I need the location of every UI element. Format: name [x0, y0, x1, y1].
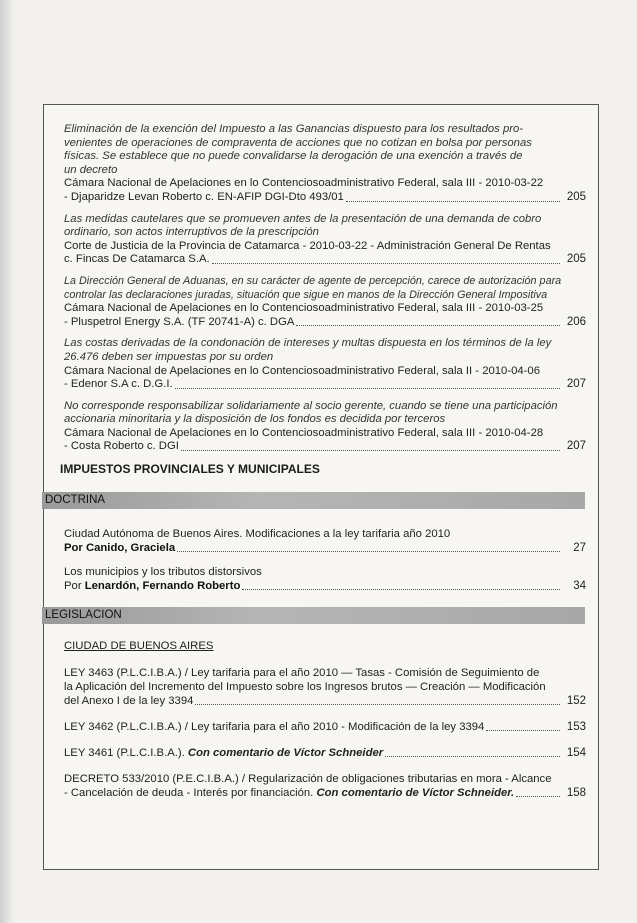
entry-parties: - Edenor S.A c. D.G.I.	[64, 378, 173, 391]
entry-title	[64, 213, 586, 240]
page-number: 158	[566, 787, 586, 800]
entry-source: Corte de Justicia de la Provincia de Catamarca - 2010-03-22 - Administración General De Rentas	[64, 239, 551, 252]
title-line: Eliminación de la exención del Impuesto a las Ganancias dispuesto para los resultados pro-	[64, 123, 524, 135]
leader-dots	[177, 551, 560, 552]
legislacion-item	[64, 746, 586, 760]
jurisdiction-subhead: CIUDAD DE BUENOS AIRES	[64, 640, 214, 653]
leader-dots	[195, 704, 560, 705]
legislacion-last-text: del Anexo I de la ley 3394	[64, 695, 194, 708]
legislacion-last-line	[64, 694, 586, 708]
legislacion-last-text	[64, 786, 514, 800]
entry-source: Cámara Nacional de Apelaciones en lo Contenciosoadministrativo Federal, sala III - 2010-03-25	[64, 302, 544, 315]
title-line: Las costas derivadas de la condonación de intereses y multas dispuesta en los términos de la ley	[64, 337, 552, 350]
law-reference: LEY 3461 (P.L.C.I.B.A.).	[64, 747, 188, 760]
legislacion-last-line	[64, 720, 586, 734]
doctrina-item	[64, 527, 586, 555]
title-line: ordinario, son actos interruptivos de la prescripción	[64, 226, 319, 239]
commentary-note: Con comentario de Víctor Schneider	[187, 747, 384, 760]
index-entry	[64, 400, 586, 454]
page-number: 153	[566, 721, 586, 734]
leader-dots	[346, 201, 560, 202]
entry-parties: - Pluspetrol Energy S.A. (TF 20741-A) c. DGA	[64, 315, 295, 328]
doctrina-author-text	[64, 541, 175, 555]
legislacion-line: DECRETO 533/2010 (P.E.C.I.B.A.) / Regularización de obligaciones tributarias en mora - Alcance	[64, 773, 552, 786]
title-line: físicas. Se establece que no puede convalidarse la derogación de una exención a través de	[64, 150, 523, 163]
commentary-note: Con comentario de Víctor Schneider.	[316, 787, 515, 800]
leader-dots	[385, 756, 560, 757]
legislacion-last-text	[64, 746, 383, 760]
leader-dots	[181, 450, 560, 451]
index-entry	[64, 275, 586, 329]
entry-last-line	[64, 440, 586, 454]
entry-source: Cámara Nacional de Apelaciones en lo Contenciosoadministrativo Federal, sala II - 2010-04-06	[64, 364, 540, 377]
entry-last-line	[64, 316, 586, 330]
title-line: La Dirección General de Aduanas, en su carácter de agente de percepción, carece de autorización para	[64, 274, 562, 287]
doctrina-band: DOCTRINA	[42, 492, 585, 509]
page-number: 27	[573, 542, 586, 555]
doctrina-author-line	[64, 541, 586, 555]
title-line: Las medidas cautelares que se promueven antes de la presentación de una demanda de cobro	[64, 212, 542, 225]
legislacion-item	[64, 772, 586, 800]
page-number: 205	[566, 190, 586, 203]
title-line: 26.476 deben ser impuestas por su orden	[64, 350, 274, 363]
entry-last-line	[64, 378, 586, 392]
page-number: 154	[566, 747, 586, 760]
author-name: Por Canido, Graciela	[64, 542, 176, 555]
leader-dots	[486, 730, 560, 731]
legislacion-last-text: LEY 3462 (P.L.C.I.B.A.) / Ley tarifaria para el año 2010 - Modificación de la ley 3394	[64, 721, 485, 734]
page-number: 207	[566, 378, 586, 391]
title-line: controlar las declaraciones juradas, situación que sigue en manos de la Dirección General Impositiva	[64, 288, 548, 301]
leader-dots	[242, 589, 560, 590]
page-number: 34	[573, 580, 586, 593]
page-number: 207	[566, 440, 586, 453]
legislacion-item	[64, 720, 586, 734]
index-frame	[43, 104, 599, 870]
index-content	[45, 123, 586, 812]
legislacion-item	[64, 666, 586, 708]
entry-title	[64, 275, 586, 302]
entry-title	[64, 123, 586, 177]
entry-title	[64, 400, 586, 427]
title-line: venientes de operaciones de compraventa de acciones que no cotizan en bolsa por personas	[64, 136, 532, 149]
doctrina-item	[64, 565, 586, 593]
title-line: un decreto	[64, 163, 118, 176]
author-prefix: Por	[64, 580, 85, 593]
legislacion-last-line	[64, 786, 586, 800]
leader-dots	[212, 263, 560, 264]
doctrina-author-line	[64, 579, 586, 593]
page-number: 152	[566, 695, 586, 708]
entry-parties: c. Fincas De Catamarca S.A.	[64, 253, 210, 266]
author-name: Lenardón, Fernando Roberto	[84, 580, 241, 593]
entry-parties: - Costa Roberto c. DGI	[64, 440, 179, 453]
title-line: accionaria minoritaria y la disposición de los fondos es decidida por terceros	[64, 413, 446, 426]
legislacion-band: LEGISLACION	[42, 607, 585, 624]
index-entry	[64, 337, 586, 391]
section-heading: IMPUESTOS PROVINCIALES Y MUNICIPALES	[60, 462, 320, 477]
page-number: 205	[566, 253, 586, 266]
entry-title	[64, 337, 586, 364]
legislacion-last-line	[64, 746, 586, 760]
law-reference: - Cancelación de deuda - Interés por financiación.	[64, 787, 317, 800]
leader-dots	[516, 796, 560, 797]
leader-dots	[296, 325, 560, 326]
title-line: No corresponde responsabilizar solidariamente al socio gerente, cuando se tiene una participación	[64, 399, 558, 412]
legislacion-line: LEY 3463 (P.L.C.I.B.A.) / Ley tarifaria para el año 2010 — Tasas - Comisión de Seguimiento de	[64, 667, 540, 680]
entry-last-line	[64, 191, 586, 205]
entry-source: Cámara Nacional de Apelaciones en lo Contenciosoadministrativo Federal, sala III - 2010-04-28	[64, 426, 544, 439]
page-shadow	[0, 0, 14, 923]
entry-parties: - Djaparidze Levan Roberto c. EN-AFIP DGI-Dto 493/01	[64, 190, 344, 203]
entry-source: Cámara Nacional de Apelaciones en lo Contenciosoadministrativo Federal, sala III - 2010-03-22	[64, 177, 544, 190]
entry-last-line	[64, 253, 586, 267]
leader-dots	[175, 388, 560, 389]
doctrina-title: Ciudad Autónoma de Buenos Aires. Modificaciones a la ley tarifaria año 2010	[64, 528, 451, 541]
legislacion-line: la Aplicación del Incremento del Impuesto sobre los Ingresos brutos — Creación — Modificación	[64, 681, 546, 694]
index-entry	[64, 213, 586, 267]
doctrina-title: Los municipios y los tributos distorsivos	[64, 566, 262, 579]
page-number: 206	[566, 315, 586, 328]
index-entry	[64, 123, 586, 205]
doctrina-author-text	[64, 579, 240, 593]
